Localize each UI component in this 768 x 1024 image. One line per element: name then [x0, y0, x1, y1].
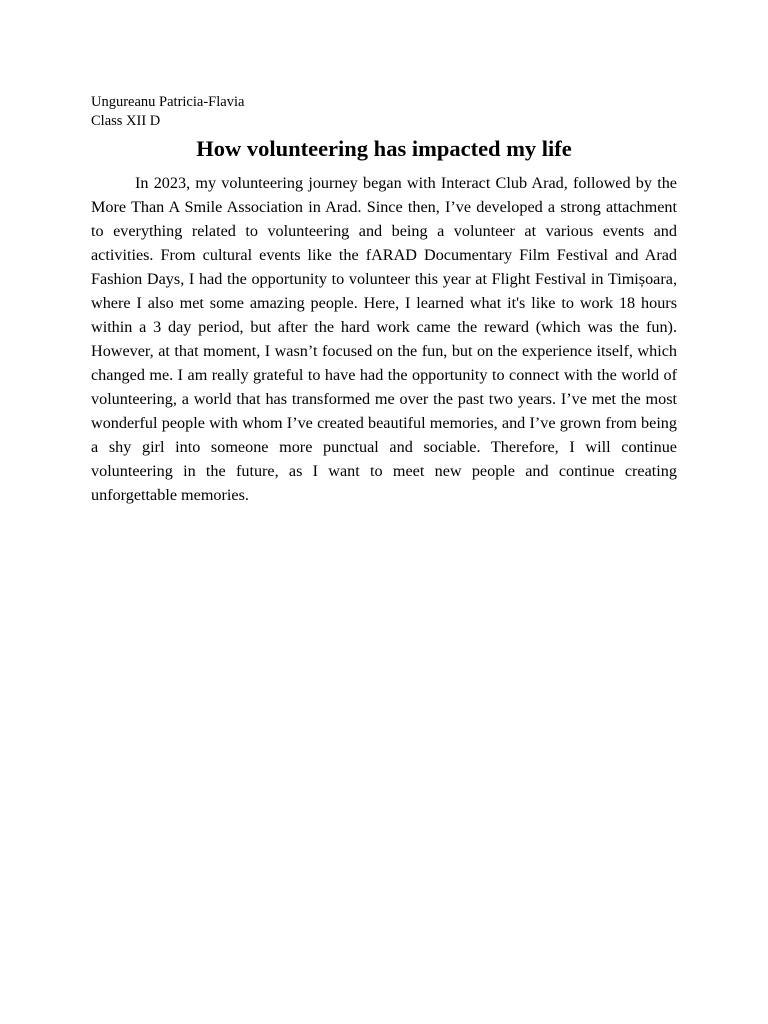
author-name: Ungureanu Patricia-Flavia — [91, 94, 245, 110]
document-content — [91, 93, 677, 507]
essay-title: How volunteering has impacted my life — [196, 136, 572, 161]
essay-paragraph: In 2023, my volunteering journey began with Interact Club Arad, followed by the More Than A Smile Association in Arad. Since then, I’ve developed a strong attachment to everything related to volunteering and being a volunteer at various events and activities. From cultural events like the fARAD Documentary Film Festival and Arad Fashion Days, I had the opportunity to volunteer this year at Flight Festival in Timișoara, where I also met some amazing people. Here, I learned what it's like to work 18 hours within a 3 day period, but after the hard work came the reward (which was the fun). However, at that moment, I wasn’t focused on the fun, but on the experience itself, which changed me. I am really grateful to have had the opportunity to connect with the world of volunteering, a world that has transformed me over the past two years. I’ve met the most wonderful people with whom I’ve created beautiful memories, and I’ve grown from being a shy girl into someone more punctual and sociable. Therefore, I will continue volunteering in the future, as I want to meet new people and continue creating unforgettable memories. — [91, 174, 677, 504]
class-label: Class XII D — [91, 113, 161, 129]
